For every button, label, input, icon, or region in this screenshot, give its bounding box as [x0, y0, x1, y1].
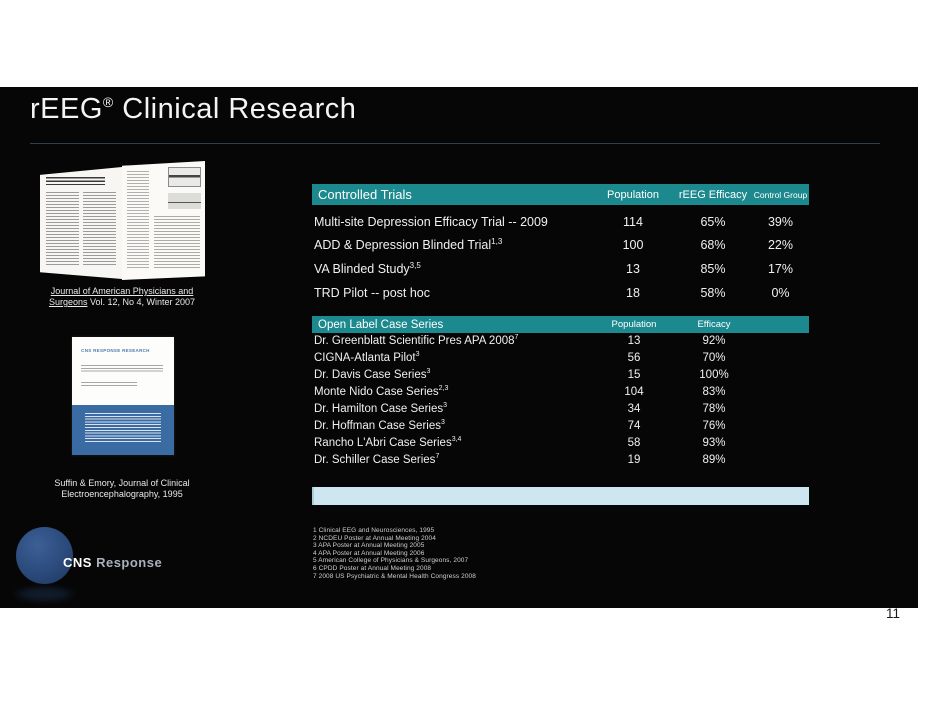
title-rest: Clinical Research: [113, 93, 357, 125]
logo-wordmark: [63, 555, 162, 570]
report-cover-image: [72, 337, 174, 455]
report-caption-line2: Electroencephalography, 1995: [61, 489, 183, 499]
footnote: 5 American College of Physicians & Surgeons, 2007: [313, 557, 469, 565]
journal-chart-figure: [168, 193, 201, 208]
table-row: VA Blinded Study$^{3,5}$ 13 85% 17%: [314, 260, 794, 276]
footnote: 6 CPDD Poster at Annual Meeting 2008: [313, 564, 432, 572]
controlled-trials-header: [312, 184, 809, 205]
journal-table-column: [127, 171, 149, 271]
table-row: Multi-site Depression Efficacy Trial -- 2009 114 65% 39%: [314, 214, 794, 229]
highlight-bar: [312, 487, 809, 505]
open-label-header: [312, 316, 809, 333]
footnotes: [313, 527, 476, 580]
column-header-population: Population: [607, 188, 659, 201]
report-cover-text: [81, 382, 137, 386]
journal-text-column: [154, 216, 200, 271]
table-row: Dr. Davis Case Series$^3$ 15 100%: [314, 368, 729, 382]
logo-reflection: [18, 587, 71, 601]
footnote: 2 NCDEU Poster at Annual Meeting 2004: [313, 534, 436, 542]
journal-caption: [12, 286, 232, 308]
table-row: CIGNA-Atlanta Pilot$^3$ 56 70%: [314, 351, 726, 365]
table-row: Dr. Schiller Case Series$^7$ 19 89%: [314, 452, 726, 466]
controlled-trials-body: [312, 210, 809, 304]
table-row: Rancho L'Abri Case Series$^{3,4}$ 58 93%: [314, 435, 726, 449]
journal-right-page: [122, 161, 205, 280]
table-title: Controlled Trials: [318, 187, 412, 202]
journal-text-column: [46, 192, 79, 266]
report-caption-line1: Suffin & Emory, Journal of Clinical: [54, 478, 190, 488]
journal-left-page: [40, 167, 122, 279]
report-cover-heading: CNS RESPONSE RESEARCH: [81, 347, 150, 353]
report-caption: [12, 478, 232, 500]
logo-cns: CNS: [63, 555, 92, 570]
slide-number: 11: [886, 606, 901, 621]
journal-spread-image: [40, 159, 205, 281]
column-header-efficacy: Efficacy: [697, 319, 731, 330]
registered-trademark-icon: ®: [102, 94, 114, 110]
column-header-population: Population: [611, 319, 657, 330]
table-row: TRD Pilot -- post hoc 18 58% 0%: [314, 285, 790, 300]
title-divider: [30, 143, 880, 144]
report-cover-text: [81, 365, 163, 373]
journal-headline: [46, 177, 105, 185]
open-label-table: [312, 316, 809, 468]
footnote: 1 Clinical EEG and Neurosciences, 1995: [313, 527, 435, 534]
table-row: Dr. Hoffman Case Series$^3$ 74 76%: [314, 419, 726, 432]
report-cover-abstract: [85, 413, 160, 444]
footnote: 4 APA Poster at Annual Meeting 2006: [313, 549, 425, 557]
journal-chart-figure: [168, 167, 201, 187]
table-row: Dr. Hamilton Case Series$^3$ 34 78%: [314, 402, 726, 415]
journal-caption-line1: Journal of American Physicians and: [50, 286, 194, 296]
column-header-efficacy: rEEG Efficacy: [678, 188, 748, 201]
logo-response: Response: [96, 555, 163, 570]
footnote: 3 APA Poster at Annual Meeting 2005: [313, 542, 425, 550]
footnote: 7 2008 US Psychiatric & Mental Health Congress 2008: [313, 572, 476, 580]
table-title: Open Label Case Series: [318, 318, 444, 331]
column-header-control: Control Group: [753, 189, 808, 200]
report-cover-band: [72, 405, 174, 455]
journal-caption-line2: Surgeons Vol. 12, No 4, Winter 2007: [48, 297, 196, 307]
open-label-body: [312, 333, 809, 468]
journal-text-column: [83, 192, 116, 266]
table-row: ADD & Depression Blinded Trial$^{1,3}$ 100 68% 22%: [314, 237, 794, 253]
slide: [0, 87, 918, 608]
page-title: [30, 93, 356, 126]
table-row: Dr. Greenblatt Scientific Pres APA 2008$^7$ 13 92%: [314, 334, 726, 348]
table-row: Monte Nido Case Series$^{2,3}$ 104 83%: [314, 385, 726, 399]
controlled-trials-table: [312, 184, 809, 304]
title-brand: rEEG: [30, 93, 103, 125]
